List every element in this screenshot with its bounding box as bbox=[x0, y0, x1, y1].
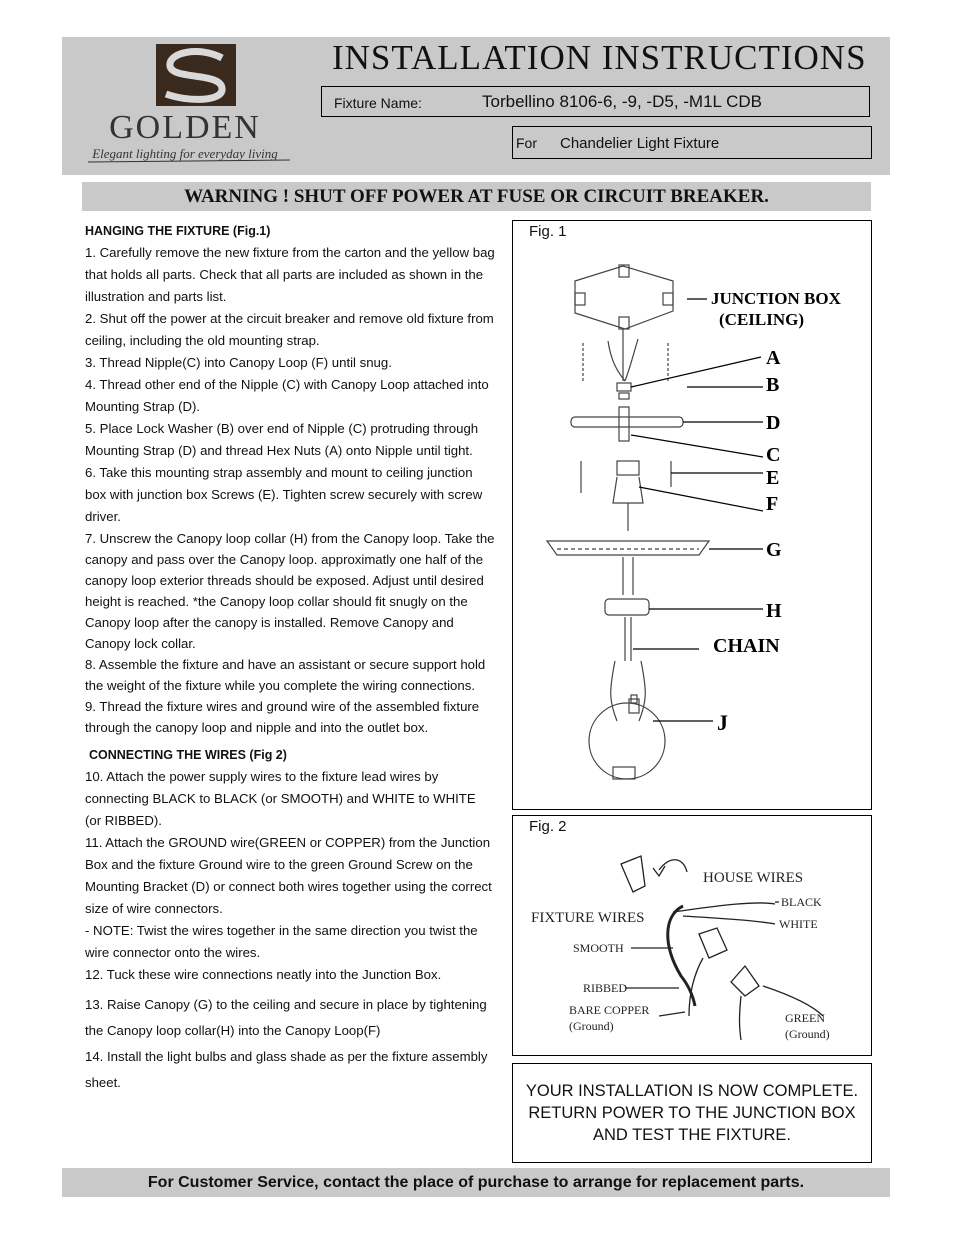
ground-label-left: (Ground) bbox=[569, 1019, 614, 1033]
lock-washer bbox=[619, 393, 629, 399]
white-label: WHITE bbox=[779, 917, 818, 931]
fixture-type-label: For bbox=[516, 135, 537, 151]
step-1: 1. Carefully remove the new fixture from the carton and the yellow bag that holds all parts. Check that all parts are included as shown in the illustration and parts list. bbox=[85, 245, 495, 304]
green-label: GREEN bbox=[785, 1011, 825, 1025]
ground-label-right: (Ground) bbox=[785, 1027, 830, 1041]
completion-line-1: YOUR INSTALLATION IS NOW COMPLETE. bbox=[525, 1082, 859, 1100]
fig1-diagram bbox=[513, 221, 871, 809]
golden-logo bbox=[70, 40, 300, 172]
house-wires-drawing bbox=[608, 329, 638, 381]
wire-connector-low bbox=[731, 966, 759, 996]
junction-box-sublabel: (CEILING) bbox=[719, 310, 805, 329]
completion-line-3: AND TEST THE FIXTURE. bbox=[592, 1126, 792, 1144]
junction-box-label: JUNCTION BOX bbox=[711, 289, 841, 308]
nipple bbox=[619, 407, 629, 441]
canopy bbox=[547, 541, 709, 555]
black-label: BLACK bbox=[781, 895, 822, 909]
wire-note: - NOTE: Twist the wires together in the same direction you twist the wire connector onto the wires. bbox=[85, 923, 478, 960]
fig1-label: Fig. 1 bbox=[529, 223, 567, 240]
fixture-type-box bbox=[512, 126, 872, 159]
part-b: B bbox=[766, 374, 780, 396]
step-10: 10. Attach the power supply wires to the fixture lead wires by connecting BLACK to BLACK (or SMOOTH) and WHITE to WHITE (or RIBBED). bbox=[85, 769, 476, 828]
canopy-loop bbox=[613, 477, 643, 503]
part-h: H bbox=[766, 600, 782, 622]
fixture-wires-label: FIXTURE WIRES bbox=[531, 910, 645, 926]
figure-2 bbox=[512, 815, 872, 1056]
wires-heading: CONNECTING THE WIRES (Fig 2) bbox=[89, 748, 287, 762]
fixture-name-label: Fixture Name: bbox=[334, 95, 422, 111]
house-wires-label: HOUSE WIRES bbox=[703, 870, 804, 886]
step-12: 12. Tuck these wire connections neatly into the Junction Box. bbox=[85, 967, 442, 982]
figure-1 bbox=[512, 220, 872, 810]
fixture-type-value: Chandelier Light Fixture bbox=[560, 135, 720, 152]
footer-banner: For Customer Service, contact the place of purchase to arrange for replacement parts. bbox=[62, 1168, 890, 1197]
brand-tagline: Elegant lighting for everyday living bbox=[92, 146, 278, 161]
step-6: 6. Take this mounting strap assembly and mount to ceiling junction box with junction box Screws (E). Tighten screw securely with screw driver. bbox=[85, 465, 483, 524]
step-14: 14. Install the light bulbs and glass shade as per the fixture assembly sheet. bbox=[85, 1049, 488, 1090]
fixture-name-value: Torbellino 8106-6, -9, -D5, -M1L CDB bbox=[482, 92, 762, 111]
part-g: G bbox=[766, 539, 782, 561]
canopy-loop-top bbox=[617, 461, 639, 475]
canopy-collar bbox=[605, 599, 649, 615]
junction-box-shape bbox=[575, 266, 673, 329]
step-3: 3. Thread Nipple(C) into Canopy Loop (F) until snug. bbox=[85, 355, 392, 370]
fig2-label: Fig. 2 bbox=[529, 818, 567, 835]
house-wire-black bbox=[673, 903, 775, 912]
mounting-strap bbox=[571, 417, 683, 427]
step-13: 13. Raise Canopy (G) to the ceiling and secure in place by tightening the Canopy loop collar(H) into the Canopy Loop(F) bbox=[85, 997, 487, 1038]
part-e: E bbox=[766, 467, 780, 489]
fixture-wire-ribbed bbox=[689, 958, 703, 1016]
completion-line-2: RETURN POWER TO THE JUNCTION BOX bbox=[528, 1104, 856, 1122]
part-f: F bbox=[766, 493, 779, 515]
instructions-column bbox=[85, 220, 495, 1096]
fixture-name-box bbox=[321, 86, 870, 117]
wire-connector-top bbox=[621, 856, 645, 892]
brand-name: GOLDEN bbox=[109, 109, 261, 146]
step-5: 5. Place Lock Washer (B) over end of Nipple (C) protruding through Mounting Strap (D) and thread Hex Nuts (A) onto Nipple until tight. bbox=[85, 421, 479, 458]
house-wire-white bbox=[683, 916, 775, 924]
fig2-diagram bbox=[513, 816, 871, 1055]
smooth-label: SMOOTH bbox=[573, 941, 624, 955]
step-7: 7. Unscrew the Canopy loop collar (H) from the Canopy loop. Take the canopy and pass over the Canopy loop. approximatly one half of the canopy loop exterior threads should be exposed. Adjust until desired height is reached. *the Canopy loop collar should fit snugly on the Canopy loop after the canopy is installed. Remove Canopy and Canopy lock collar. bbox=[85, 531, 495, 651]
hanging-heading: HANGING THE FIXTURE (Fig.1) bbox=[85, 224, 271, 238]
ground-wire-green bbox=[740, 996, 742, 1040]
step-9: 9. Thread the fixture wires and ground wire of the assembled fixture through the canopy loop and nipple and into the outlet box. bbox=[85, 699, 480, 735]
completion-box bbox=[512, 1063, 872, 1163]
bare-copper-label: BARE COPPER bbox=[569, 1003, 650, 1017]
hex-nut bbox=[617, 383, 631, 391]
ribbed-label: RIBBED bbox=[583, 981, 628, 995]
part-d: D bbox=[766, 412, 781, 434]
step-8: 8. Assemble the fixture and have an assistant or secure support hold the weight of the fixture while you complete the wiring connections. bbox=[85, 657, 486, 693]
page-title: INSTALLATION INSTRUCTIONS bbox=[332, 38, 867, 77]
part-c: C bbox=[766, 444, 781, 466]
part-chain: CHAIN bbox=[713, 635, 780, 657]
wire-connector-mid bbox=[699, 928, 727, 958]
step-2: 2. Shut off the power at the circuit breaker and remove old fixture from ceiling, including the old mounting strap. bbox=[85, 311, 494, 348]
step-11: 11. Attach the GROUND wire(GREEN or COPPER) from the Junction Box and the fixture Ground wire to the green Ground Screw on the Mounting Bracket (D) or connect both wires together using the correct size of wire connectors. bbox=[85, 835, 492, 916]
step-4: 4. Thread other end of the Nipple (C) with Canopy Loop attached into Mounting Strap (D). bbox=[85, 377, 489, 414]
part-a: A bbox=[766, 347, 781, 369]
warning-banner: WARNING ! SHUT OFF POWER AT FUSE OR CIRCUIT BREAKER. bbox=[82, 182, 871, 211]
part-j: J bbox=[717, 710, 728, 735]
